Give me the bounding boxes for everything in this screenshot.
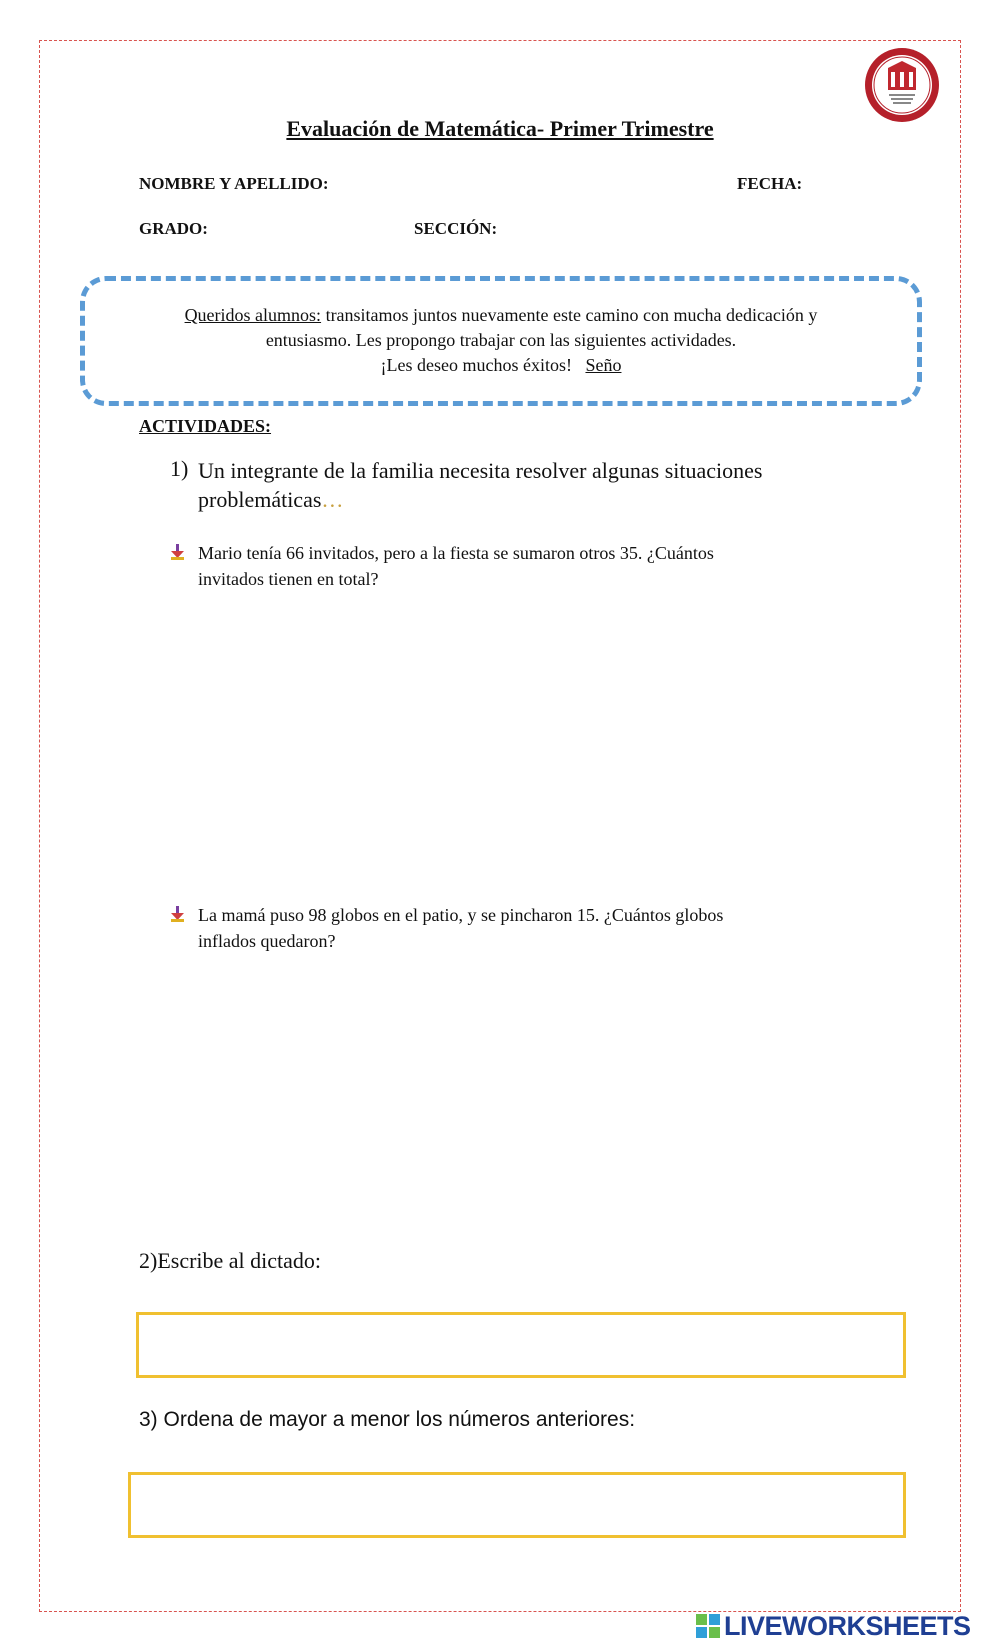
liveworksheets-brand	[695, 1611, 971, 1641]
page-title: Evaluación de Matemática- Primer Trimestre	[286, 116, 714, 141]
problem-2-line-2: inflados quedaron?	[198, 931, 336, 951]
intro-greeting: Queridos alumnos:	[184, 305, 322, 325]
dictation-answer-box[interactable]	[136, 1312, 906, 1378]
date-label: FECHA:	[737, 174, 803, 193]
ordering-answer-box[interactable]	[128, 1472, 906, 1538]
section-label: SECCIÓN:	[414, 219, 498, 238]
intro-line-2: entusiasmo. Les propongo trabajar con las siguientes actividades.	[265, 330, 737, 350]
intro-line-1	[80, 305, 922, 326]
problem-1-line-2: invitados tienen en total?	[198, 569, 379, 589]
question-2-label: 2)Escribe al dictado:	[139, 1248, 322, 1273]
intro-line-1-text: transitamos juntos nuevamente este camino con mucha dedicación y	[321, 305, 818, 325]
question-1-text-line-2	[198, 485, 343, 515]
brand-text: LIVEWORKSHEETS	[724, 1610, 971, 1641]
school-logo-seal	[863, 46, 941, 124]
question-1-text-end: problemáticas	[198, 487, 322, 512]
question-1-number: 1)	[170, 456, 189, 481]
problem-2-line-1: La mamá puso 98 globos en el patio, y se pincharon 15. ¿Cuántos globos	[198, 905, 724, 925]
question-1-ellipsis: …	[321, 487, 344, 512]
question-1-text-line-1: Un integrante de la familia necesita resolver algunas situaciones	[198, 458, 763, 483]
arrow-bullet-icon	[168, 543, 186, 561]
arrow-bullet-icon	[168, 905, 186, 923]
name-label: NOMBRE Y APELLIDO:	[139, 174, 329, 193]
intro-signature: Seño	[585, 355, 622, 375]
liveworksheets-logo-icon	[695, 1613, 721, 1639]
intro-line-3	[80, 355, 922, 376]
question-3-label: 3) Ordena de mayor a menor los números anteriores:	[139, 1408, 636, 1431]
activities-heading: ACTIVIDADES:	[139, 416, 272, 436]
problem-1-line-1: Mario tenía 66 invitados, pero a la fiesta se sumaron otros 35. ¿Cuántos	[198, 543, 714, 563]
grade-label: GRADO:	[139, 219, 208, 238]
intro-wishes: ¡Les deseo muchos éxitos!	[380, 355, 586, 375]
